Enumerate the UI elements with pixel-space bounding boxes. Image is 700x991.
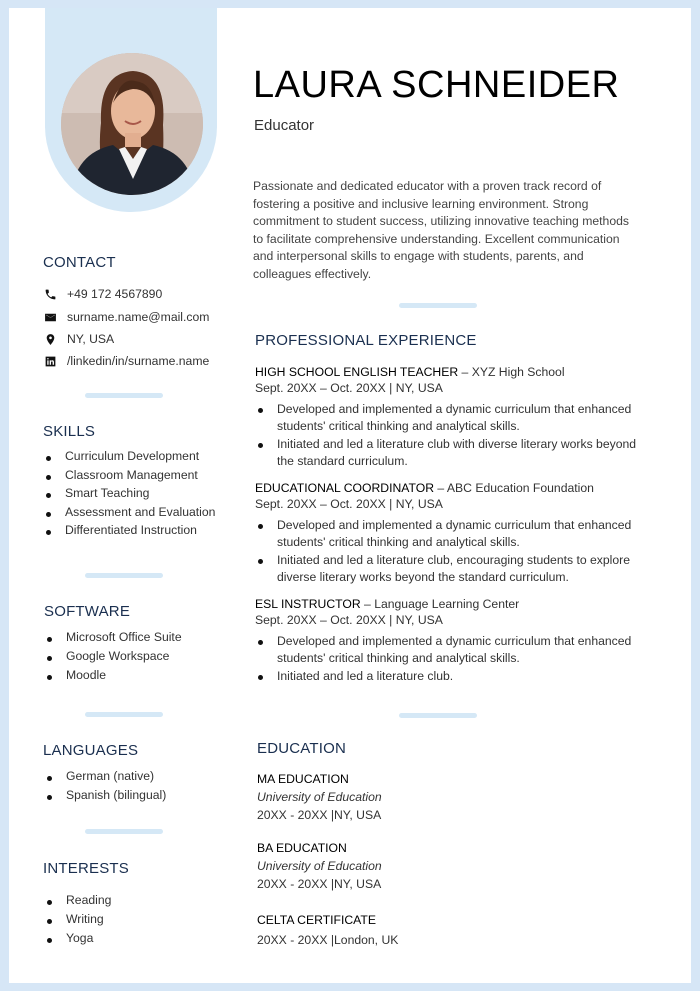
edu-institution: University of Education (257, 859, 382, 873)
mail-icon (43, 310, 57, 324)
contact-location (43, 332, 114, 346)
edu-degree: MA EDUCATION (257, 772, 349, 786)
job-meta: Sept. 20XX – Oct. 20XX | NY, USA (255, 613, 443, 627)
job-bullet: Initiated and led a literature club. (255, 668, 655, 685)
edu-degree: BA EDUCATION (257, 841, 347, 855)
languages-heading: LANGUAGES (43, 742, 139, 759)
candidate-title: Educator (254, 117, 315, 134)
profile-photo (61, 53, 203, 195)
resume-page (9, 8, 691, 983)
portrait-icon (61, 53, 203, 195)
phone-icon (43, 287, 57, 301)
job-bullet: Developed and implemented a dynamic curriculum that enhanced students' critical thinking and analytical skills. (255, 633, 655, 668)
contact-phone (43, 287, 162, 301)
list-item: Google Workspace (44, 649, 182, 663)
software-list (44, 630, 182, 682)
job-meta: Sept. 20XX – Oct. 20XX | NY, USA (255, 381, 443, 395)
contact-linkedin-text[interactable]: /linkedin/in/surname.name (67, 354, 210, 368)
contact-location-text: NY, USA (67, 332, 115, 346)
job-meta: Sept. 20XX – Oct. 20XX | NY, USA (255, 497, 443, 511)
list-item: Writing (44, 912, 111, 926)
job-role: HIGH SCHOOL ENGLISH TEACHER (255, 365, 459, 379)
education-entry (257, 841, 382, 891)
job-entry (255, 597, 655, 685)
job-entry (255, 365, 655, 471)
list-item: Assessment and Evaluation (43, 505, 215, 519)
linkedin-icon (43, 354, 57, 368)
list-item: Differentiated Instruction (43, 523, 215, 537)
profile-summary: Passionate and dedicated educator with a proven track record of fostering a positive and inclusive learning environment. Strong commitment to student success, utilizing innovative teaching methods to facilitate comprehensive understanding. Excellent communication and interpersonal skills to engage with students, parents, and colleagues effectively. (253, 179, 629, 281)
job-bullet: Initiated and led a literature club with diverse literary works beyond the standard curriculum. (255, 436, 655, 471)
job-org: – ABC Education Foundation (434, 481, 594, 495)
job-bullet: Initiated and led a literature club, encouraging students to explore diverse literary works beyond the standard curriculum. (255, 552, 655, 587)
candidate-name: LAURA SCHNEIDER (253, 64, 620, 106)
job-org: – XYZ High School (458, 365, 565, 379)
education-entry (257, 772, 382, 822)
section-divider (399, 303, 477, 308)
job-bullet: Developed and implemented a dynamic curriculum that enhanced students' critical thinking and analytical skills. (255, 401, 655, 436)
job-role: EDUCATIONAL COORDINATOR (255, 481, 434, 495)
list-item: Microsoft Office Suite (44, 630, 182, 644)
section-divider (85, 393, 163, 398)
skills-list (43, 449, 215, 537)
job-bullet: Developed and implemented a dynamic curriculum that enhanced students' critical thinking and analytical skills. (255, 517, 655, 552)
edu-degree: CELTA CERTIFICATE (257, 913, 376, 927)
software-heading: SOFTWARE (44, 603, 131, 620)
languages-list (44, 769, 166, 802)
list-item: Curriculum Development (43, 449, 215, 463)
list-item: Classroom Management (43, 468, 215, 482)
experience-heading: PROFESSIONAL EXPERIENCE (255, 332, 477, 349)
list-item: German (native) (44, 769, 166, 783)
education-heading: EDUCATION (257, 740, 347, 757)
edu-institution: University of Education (257, 790, 382, 804)
job-entry (255, 481, 655, 587)
edu-years: 20XX - 20XX |London, UK (257, 933, 399, 947)
interests-list (44, 893, 111, 945)
interests-heading: INTERESTS (43, 860, 129, 877)
job-role: ESL INSTRUCTOR (255, 597, 361, 611)
section-divider (85, 712, 163, 717)
list-item: Reading (44, 893, 111, 907)
contact-heading: CONTACT (43, 254, 116, 271)
contact-phone-text: +49 172 4567890 (67, 287, 163, 301)
list-item: Smart Teaching (43, 486, 215, 500)
section-divider (85, 829, 163, 834)
list-item: Moodle (44, 668, 182, 682)
edu-years: 20XX - 20XX |NY, USA (257, 808, 382, 822)
section-divider (399, 713, 477, 718)
education-entry (257, 913, 398, 947)
skills-heading: SKILLS (43, 423, 96, 440)
edu-years: 20XX - 20XX |NY, USA (257, 877, 382, 891)
list-item: Spanish (bilingual) (44, 788, 166, 802)
job-org: – Language Learning Center (360, 597, 520, 611)
contact-email-text[interactable]: surname.name@mail.com (67, 310, 210, 324)
contact-email (43, 310, 209, 324)
list-item: Yoga (44, 931, 111, 945)
location-pin-icon (43, 332, 57, 346)
section-divider (85, 573, 163, 578)
contact-linkedin (43, 354, 209, 368)
